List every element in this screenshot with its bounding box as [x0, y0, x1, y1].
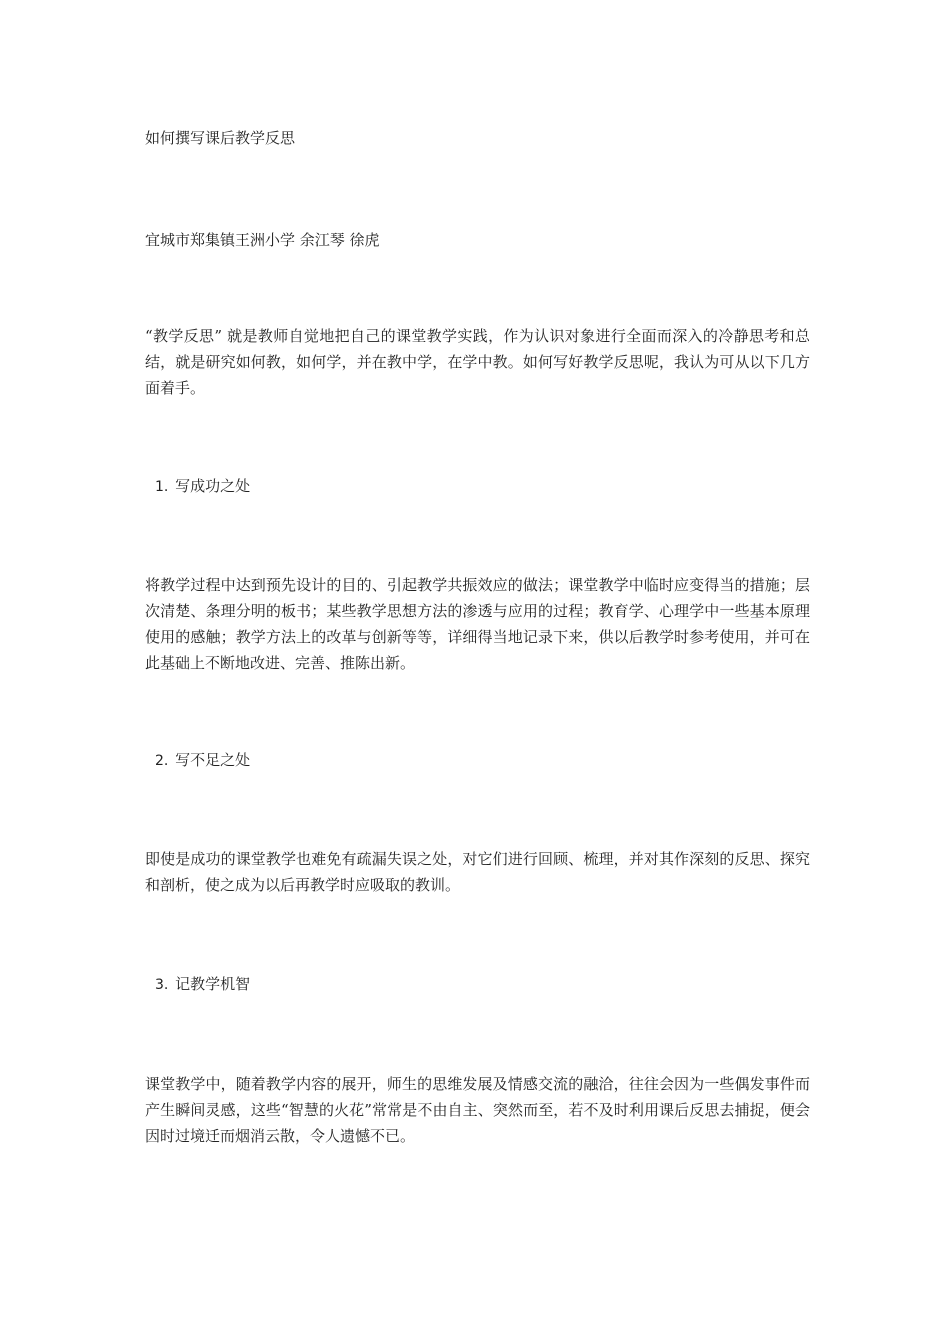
section-heading-2 — [155, 747, 820, 774]
intro-paragraph: “教学反思” 就是教师自觉地把自己的课堂教学实践，作为认识对象进行全面而深入的冷静思考和总结，就是研究如何教，如何学，并在教中学，在学中教。如何写好教学反思呢，我认为可从以下几方面着手。 — [145, 327, 810, 397]
section-body-2: 即使是成功的课堂教学也难免有疏漏失误之处，对它们进行回顾、梳理，并对其作深刻的反思、探究和剖析，使之成为以后再教学时应吸取的教训。 — [145, 850, 810, 894]
section-title-3: 记教学机智 — [175, 975, 251, 993]
section-number-1: 1. — [155, 479, 169, 495]
document-title: 如何撰写课后教学反思 — [145, 129, 296, 147]
section-heading-3 — [155, 971, 820, 998]
section-body-1: 将教学过程中达到预先设计的目的、引起教学共振效应的做法；课堂教学中临时应变得当的措施；层次清楚、条理分明的板书；某些教学思想方法的渗透与应用的过程；教育学、心理学中一些基本原理使用的感触；教学方法上的改革与创新等等，详细得当地记录下来，供以后教学时参考使用，并可在此基础上不断地改进、完善、推陈出新。 — [145, 576, 810, 672]
section-title-2: 写不足之处 — [175, 751, 251, 769]
section-heading-1 — [155, 473, 820, 500]
author-line: 宜城市郑集镇王洲小学 余江琴 徐虎 — [145, 231, 380, 249]
section-number-2: 2. — [155, 753, 169, 769]
section-title-1: 写成功之处 — [175, 477, 251, 495]
section-number-3: 3. — [155, 977, 169, 993]
section-body-3: 课堂教学中，随着教学内容的展开，师生的思维发展及情感交流的融洽，往往会因为一些偶发事件而产生瞬间灵感，这些“智慧的火花”常常是不由自主、突然而至，若不及时利用课后反思去捕捉，便会因时过境迁而烟消云散，令人遗憾不已。 — [145, 1075, 810, 1145]
